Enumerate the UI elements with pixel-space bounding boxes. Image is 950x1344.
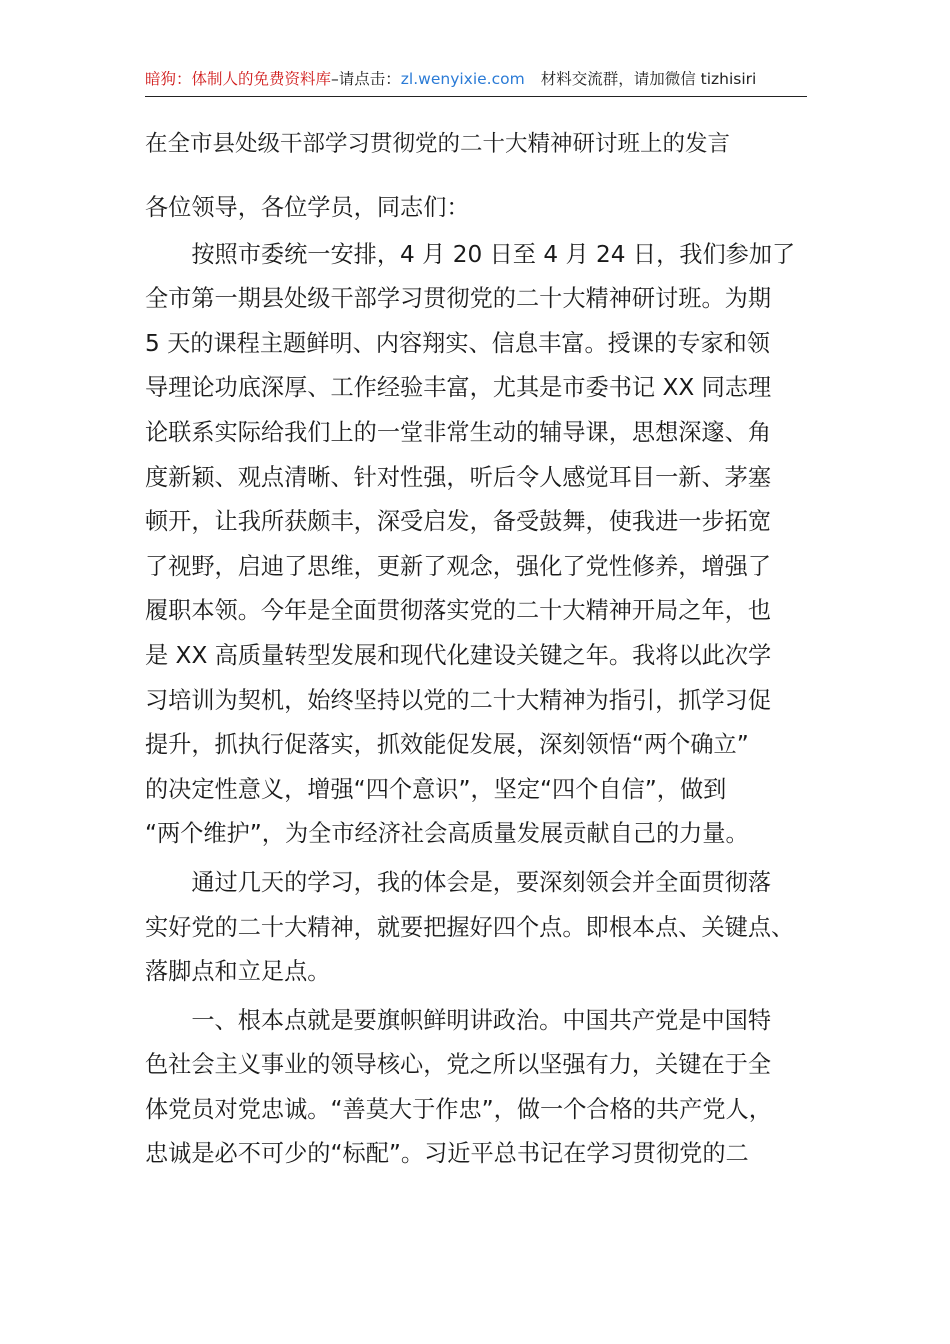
paragraph-3 [145, 999, 835, 1177]
paragraph-line: “两个维护”，为全市经济社会高质量发展贡献自己的力量。 [145, 820, 749, 848]
paragraph-line: 实好党的二十大精神，就要把握好四个点。即根本点、关键点、 [145, 913, 795, 941]
paragraph-line: 度新颖、观点清晰、针对性强，听后令人感觉耳目一新、茅塞 [145, 463, 772, 491]
paragraph-line: 落脚点和立足点。 [145, 958, 331, 986]
document-title: 在全市县处级干部学习贯彻党的二十大精神研讨班上的发言 [145, 131, 731, 157]
paragraph-line: 是 XX 高质量转型发展和现代化建设关键之年。我将以此次学 [145, 641, 772, 669]
paragraph-line: 一、根本点就是要旗帜鲜明讲政治。中国共产党是中国特 [145, 1006, 772, 1034]
paragraph-line: 履职本领。今年是全面贯彻落实党的二十大精神开局之年，也 [145, 597, 772, 625]
header-link[interactable]: zl.wenyixie.com [400, 70, 525, 88]
greeting: 各位领导，各位学员，同志们： [145, 194, 470, 221]
paragraph-2 [145, 861, 835, 995]
paragraph-line: 了视野，启迪了思维，更新了观念，强化了党性修养，增强了 [145, 552, 772, 580]
paragraph-line: 的决定性意义，增强“四个意识”，坚定“四个自信”，做到 [145, 775, 727, 803]
document-body [145, 186, 835, 1181]
paragraph-line: 习培训为契机，始终坚持以党的二十大精神为指引，抓学习促 [145, 686, 772, 714]
paragraph-line: 论联系实际给我们上的一堂非常生动的辅导课，思想深邃、角 [145, 418, 772, 446]
paragraph-line: 忠诚是必不可少的“标配”。习近平总书记在学习贯彻党的二 [145, 1140, 749, 1168]
paragraph-line: 5 天的课程主题鲜明、内容翔实、信息丰富。授课的专家和领 [145, 329, 770, 357]
paragraph-1 [145, 233, 835, 857]
paragraph-line: 提升，抓执行促落实，抓效能促发展，深刻领悟“两个确立” [145, 731, 749, 759]
page-header [145, 66, 807, 97]
paragraph-line: 全市第一期县处级干部学习贯彻党的二十大精神研讨班。为期 [145, 285, 772, 313]
paragraph-line: 色社会主义事业的领导核心，党之所以坚强有力，关键在于全 [145, 1051, 772, 1079]
paragraph-line: 顿开，让我所获颇丰，深受启发，备受鼓舞，使我进一步拓宽 [145, 508, 772, 536]
paragraph-line: 导理论功底深厚、工作经验丰富，尤其是市委书记 XX 同志理 [145, 374, 772, 402]
header-cta: –请点击： [331, 70, 401, 88]
paragraph-line: 体党员对党忠诚。“善莫大于作忠”，做一个合格的共产党人， [145, 1095, 772, 1123]
paragraph-line: 通过几天的学习，我的体会是，要深刻领会并全面贯彻落 [145, 868, 772, 896]
header-group-info: 材料交流群，请加微信 tizhisiri [540, 70, 757, 88]
header-brand: 暗狗：体制人的免费资料库 [145, 70, 332, 88]
paragraph-line: 按照市委统一安排，4 月 20 日至 4 月 24 日，我们参加了 [145, 240, 796, 268]
